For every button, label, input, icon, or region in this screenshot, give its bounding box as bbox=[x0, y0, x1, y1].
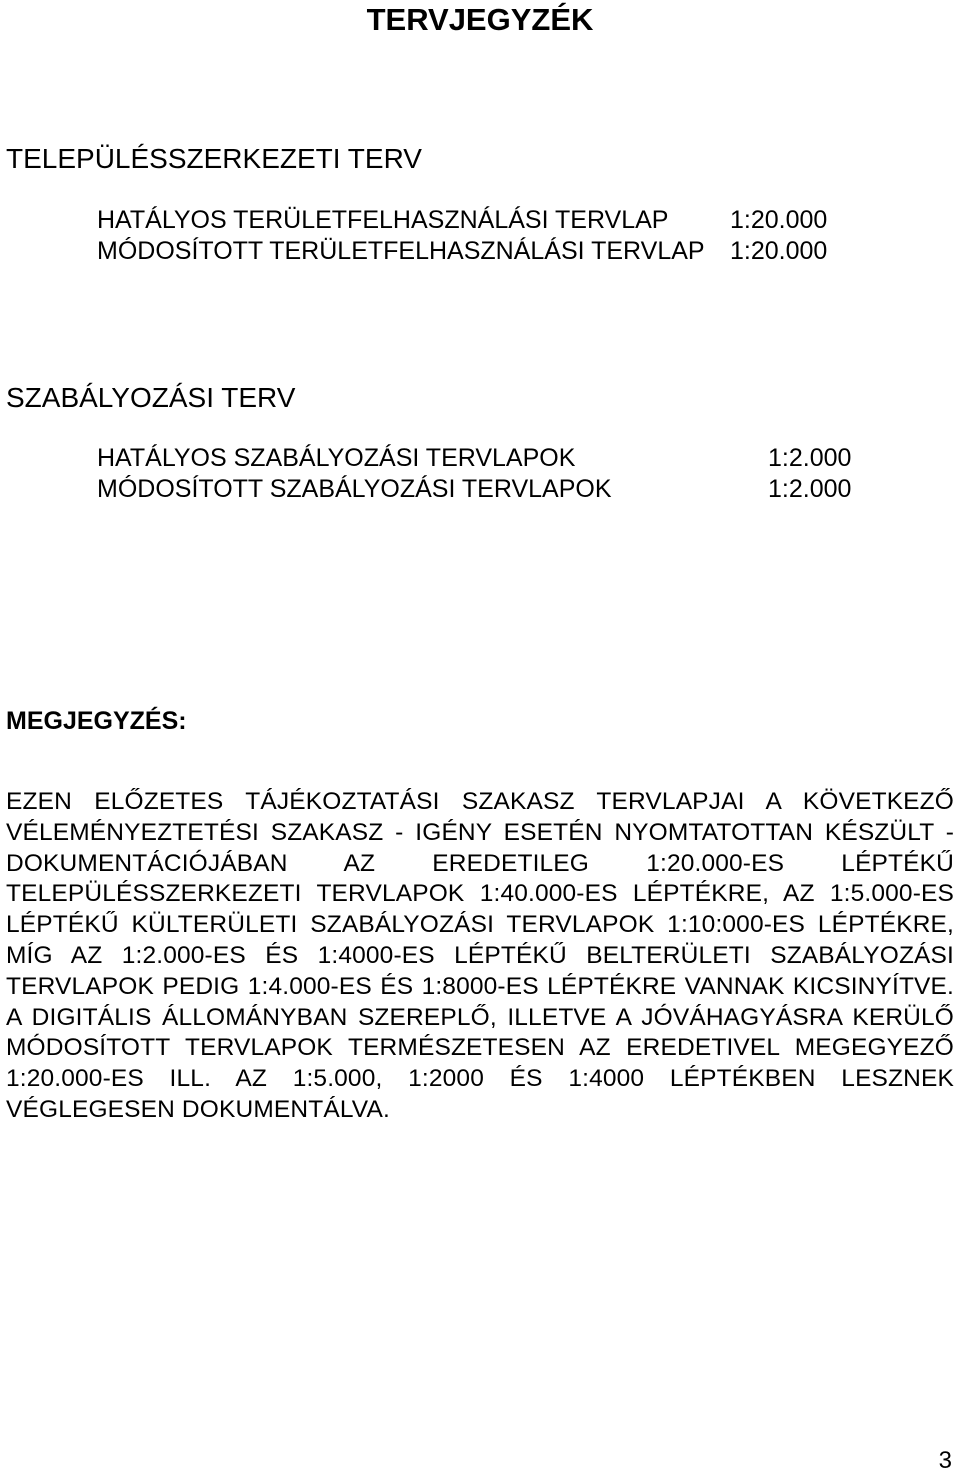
plan-list bbox=[97, 443, 857, 505]
page-title: TERVJEGYZÉK bbox=[366, 2, 594, 37]
plan-list-item bbox=[97, 443, 857, 474]
section-heading: TELEPÜLÉSSZERKEZETI TERV bbox=[6, 143, 422, 174]
plan-scale: 1:2.000 bbox=[768, 444, 852, 472]
plan-list-item bbox=[97, 236, 857, 267]
section-heading: SZABÁLYOZÁSI TERV bbox=[6, 382, 296, 413]
plan-name: HATÁLYOS TERÜLETFELHASZNÁLÁSI TERVLAP bbox=[97, 206, 669, 234]
plan-list-item bbox=[97, 205, 857, 236]
note-body: EZEN ELŐZETES TÁJÉKOZTATÁSI SZAKASZ TERVLAPJAI A KÖVETKEZŐ VÉLEMÉNYEZTETÉSI SZAKASZ - IGÉNY ESETÉN NYOMTATOTTAN KÉSZÜLT - DOKUMENTÁCIÓJÁBAN AZ EREDETILEG 1:20.000-ES LÉPTÉKŰ TELEPÜLÉSSZERKEZETI TERVLAPOK 1:40.000-ES LÉPTÉKRE, AZ 1:5.000-ES LÉPTÉKŰ KÜLTERÜLETI SZABÁLYOZÁSI TERVLAPOK 1:10:000-ES LÉPTÉKRE, MÍG AZ 1:2.000-ES ÉS 1:4000-ES LÉPTÉKŰ BELTERÜLETI SZABÁLYOZÁSI TERVLAPOK PEDIG 1:4.000-ES ÉS 1:8000-ES LÉPTÉKRE VANNAK KICSINYÍTVE. A DIGITÁLIS ÁLLOMÁNYBAN SZEREPLŐ, ILLETVE A JÓVÁHAGYÁSRA KERÜLŐ MÓDOSÍTOTT TERVLAPOK TERMÉSZETESEN AZ EREDETIVEL MEGEGYEZŐ 1:20.000-ES ILL. AZ 1:5.000, 1:2000 ÉS 1:4000 LÉPTÉKBEN LESZNEK VÉGLEGESEN DOKUMENTÁLVA. bbox=[6, 788, 954, 1123]
plan-name: MÓDOSÍTOTT TERÜLETFELHASZNÁLÁSI TERVLAP bbox=[97, 237, 705, 265]
plan-name: MÓDOSÍTOTT SZABÁLYOZÁSI TERVLAPOK bbox=[97, 475, 612, 503]
note-heading: MEGJEGYZÉS: bbox=[6, 707, 187, 735]
plan-scale: 1:2.000 bbox=[768, 475, 852, 503]
plan-name: HATÁLYOS SZABÁLYOZÁSI TERVLAPOK bbox=[97, 444, 576, 472]
page-number: 3 bbox=[938, 1447, 952, 1474]
plan-list bbox=[97, 205, 857, 267]
plan-scale: 1:20.000 bbox=[730, 206, 828, 234]
plan-list-item bbox=[97, 474, 857, 505]
plan-scale: 1:20.000 bbox=[730, 237, 828, 265]
